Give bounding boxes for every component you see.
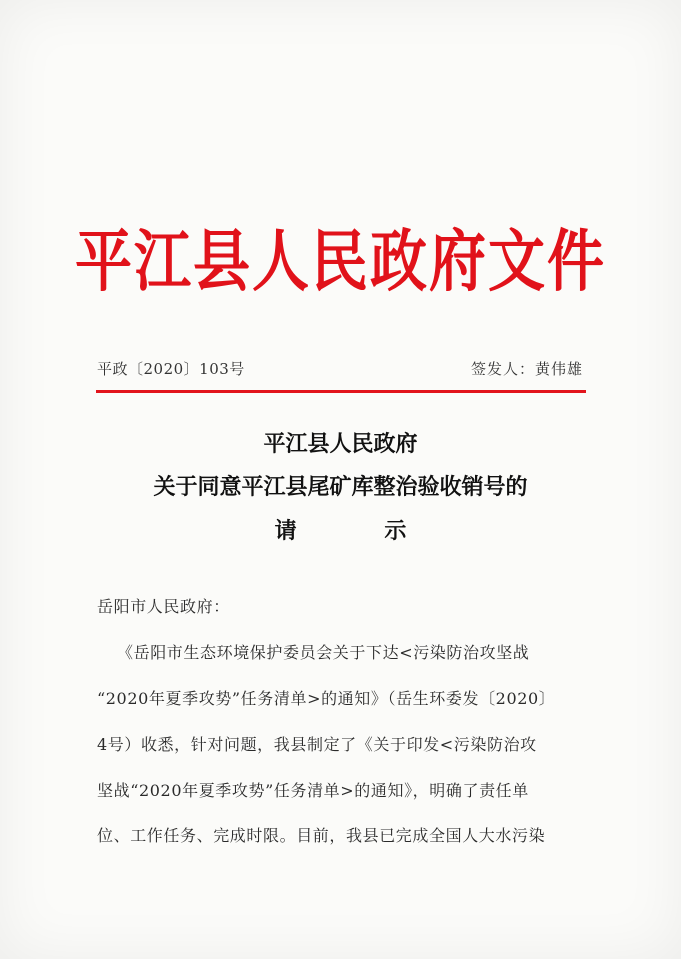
body-line-5: 位、工作任务、完成时限。目前，我县已完成全国人大水污染: [97, 826, 546, 845]
document-header-title: 平江县人民政府文件: [75, 221, 606, 301]
document-number: 平政〔2020〕103号: [97, 360, 245, 378]
addressee: 岳阳市人民政府：: [97, 597, 230, 616]
title-line-3: 请 示: [274, 518, 447, 544]
body-line-4: 坚战“2020年夏季攻势”任务清单>的通知》，明确了责任单: [97, 781, 529, 800]
title-line-1: 平江县人民政府: [263, 431, 418, 457]
body-line-3: 4号）收悉，针对问题，我县制定了《关于印发<污染防治攻: [97, 735, 537, 754]
signer: 签发人：黄伟雄: [470, 360, 583, 378]
red-divider-line: [96, 390, 586, 393]
title-line-2: 关于同意平江县尾矿库整治验收销号的: [153, 474, 528, 500]
body-line-2: “2020年夏季攻势”任务清单>的通知》（岳生环委发〔2020〕: [97, 689, 556, 708]
body-line-1: 《岳阳市生态环境保护委员会关于下达<污染防治攻坚战: [117, 643, 530, 662]
